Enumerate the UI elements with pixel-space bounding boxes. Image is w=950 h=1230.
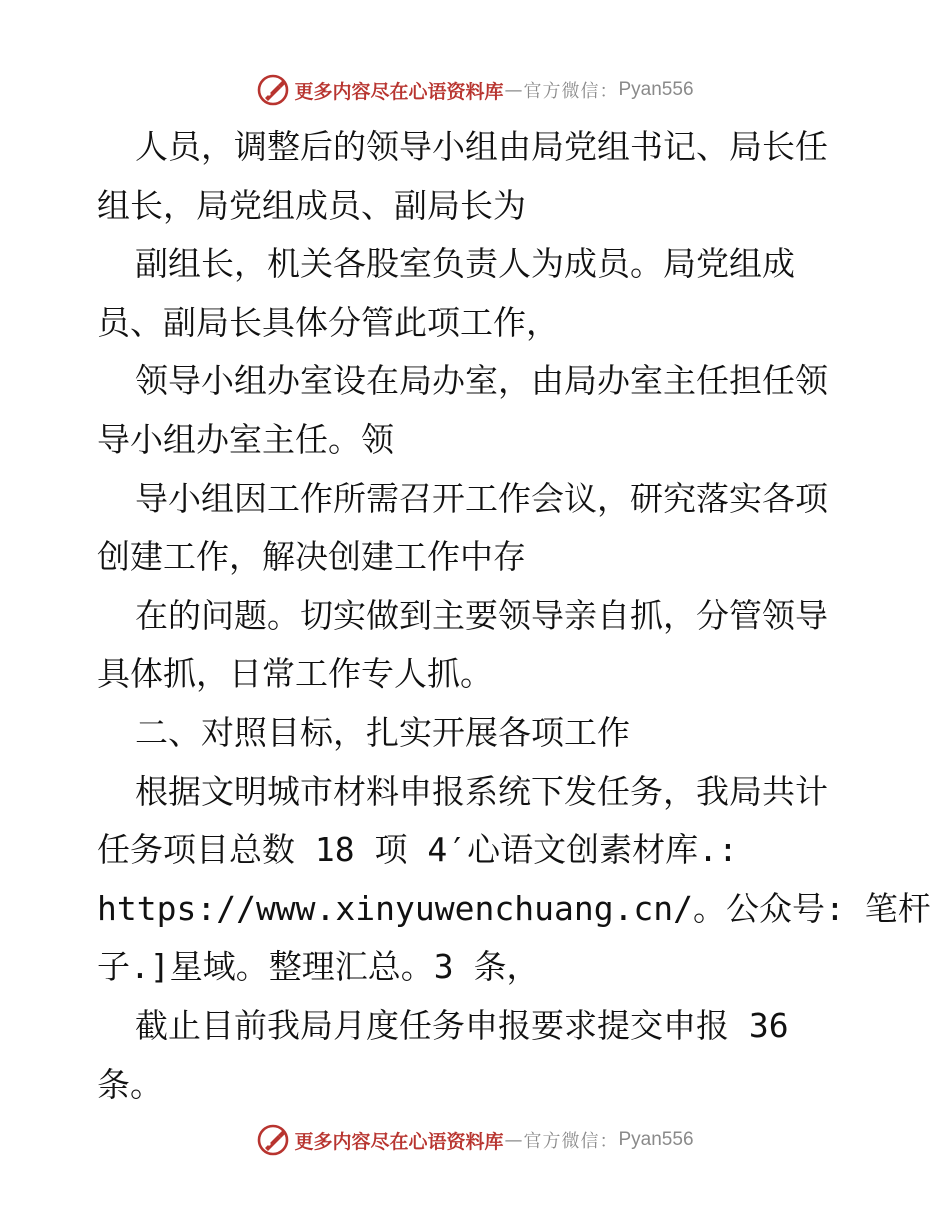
footer-watermark (0, 1120, 950, 1160)
text-line: 创建工作，解决创建工作中存 (97, 537, 526, 577)
section-heading: 二、对照目标，扎实开展各项工作 (135, 712, 630, 752)
watermark-site-text: 更多内容尽在心语资料库 (294, 1130, 504, 1153)
text-line: 导小组办室主任。领 (97, 419, 394, 459)
text-line: 副组长，机关各股室负责人为成员。局党组成 (135, 244, 795, 284)
text-line: 领导小组办室设在局办室，由局办室主任担任领 (135, 361, 828, 401)
header-watermark (0, 70, 950, 110)
watermark-dash: — (504, 1129, 523, 1151)
watermark-wechat-id: Pyan556 (618, 79, 694, 100)
watermark-wechat-label: 官方微信： (523, 81, 619, 102)
text-line: 截止目前我局月度任务申报要求提交申报 36 (135, 1005, 789, 1045)
pen-nib-circle-icon (256, 73, 290, 107)
watermark-wechat-label: 官方微信： (523, 1131, 619, 1152)
document-body (97, 118, 931, 1114)
text-line: 组长，局党组成员、副局长为 (97, 185, 526, 225)
watermark-dash: — (504, 79, 523, 101)
watermark-site-text: 更多内容尽在心语资料库 (294, 80, 504, 103)
text-line: 条。 (97, 1064, 163, 1104)
text-line-url: https://www.xinyuwenchuang.cn/。公众号: 笔杆 (97, 888, 931, 928)
text-line: 具体抓，日常工作专人抓。 (97, 654, 493, 694)
text-line: 人员，调整后的领导小组由局党组书记、局长任 (135, 127, 828, 166)
pen-nib-circle-icon (256, 1123, 290, 1157)
watermark-wechat-id: Pyan556 (618, 1129, 694, 1150)
text-line: 在的问题。切实做到主要领导亲自抓，分管领导 (135, 595, 828, 635)
text-line: 导小组因工作所需召开工作会议，研究落实各项 (135, 478, 828, 518)
text-line: 员、副局长具体分管此项工作， (97, 302, 559, 342)
text-line: 任务项目总数 18 项 4′心语文创素材库.: (97, 830, 738, 870)
text-line: 子.]星域。整理汇总。3 条， (97, 947, 540, 987)
text-line: 根据文明城市材料申报系统下发任务，我局共计 (135, 771, 828, 811)
